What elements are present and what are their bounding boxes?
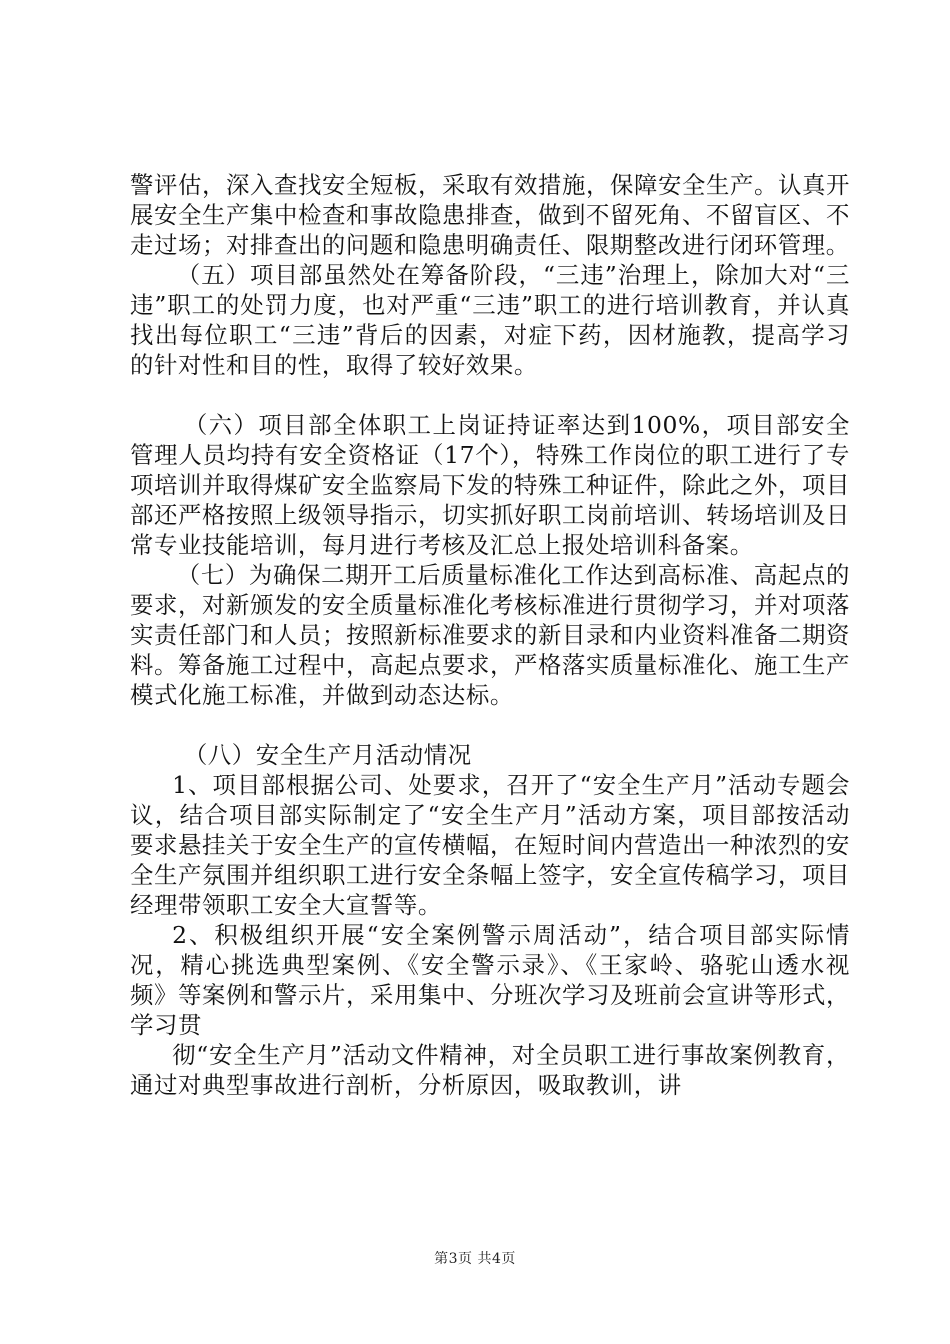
- document-body: [130, 170, 850, 1100]
- paragraph-section-5: （五）项目部虽然处在筹备阶段，“三违”治理上，除加大对“三违”职工的处罚力度，也对严重“三违”职工的进行培训教育，并认真找出每位职工“三违”背后的因素，对症下药，因材施教，提高学习的针对性和目的性，取得了较好效果。: [130, 261, 850, 379]
- paragraph-item-1: 1、项目部根据公司、处要求，召开了“安全生产月”活动专题会议，结合项目部实际制定了“安全生产月”活动方案，项目部按活动要求悬挂关于安全生产的宣传横幅，在短时间内营造出一种浓烈的安全生产氛围并组织职工进行安全条幅上签字，安全宣传稿学习，项目经理带领职工安全大宣誓等。: [130, 771, 850, 919]
- paragraph-item-2: 2、积极组织开展“安全案例警示周活动”，结合项目部实际情况，精心挑选典型案例、《安全警示录》、《王家岭、骆驼山透水视频》等案例和警示片，采用集中、分班次学习及班前会宣讲等形式，学习贯: [130, 921, 850, 1039]
- paragraph-gap: [130, 380, 850, 410]
- paragraph-continuation: 警评估，深入查找安全短板，采取有效措施，保障安全生产。认真开展安全生产集中检查和事故隐患排查，做到不留死角、不留盲区、不走过场；对排查出的问题和隐患明确责任、限期整改进行闭环管理。: [130, 171, 850, 259]
- page-number-footer: 第3页 共4页: [434, 1251, 516, 1267]
- paragraph-section-7: （七）为确保二期开工后质量标准化工作达到高标准、高起点的要求，对新颁发的安全质量标准化考核标准进行贯彻学习，并对项落实责任部门和人员；按照新标准要求的新目录和内业资料准备二期资料。筹备施工过程中，高起点要求，严格落实质量标准化、施工生产模式化施工标准，并做到动态达标。: [130, 561, 850, 709]
- paragraph-item-2-continued: 彻“安全生产月”活动文件精神，对全员职工进行事故案例教育，通过对典型事故进行剖析，分析原因，吸取教训，讲: [130, 1041, 850, 1099]
- paragraph-section-6: （六）项目部全体职工上岗证持证率达到100%，项目部安全管理人员均持有安全资格证（17个），特殊工作岗位的职工进行了专项培训并取得煤矿安全监察局下发的特殊工种证件，除此之外，项目部还严格按照上级领导指示，切实抓好职工岗前培训、转场培训及日常专业技能培训，每月进行考核及汇总上报处培训科备案。: [130, 411, 850, 559]
- paragraph-gap: [130, 710, 850, 740]
- section-heading-8: （八）安全生产月活动情况: [183, 741, 472, 769]
